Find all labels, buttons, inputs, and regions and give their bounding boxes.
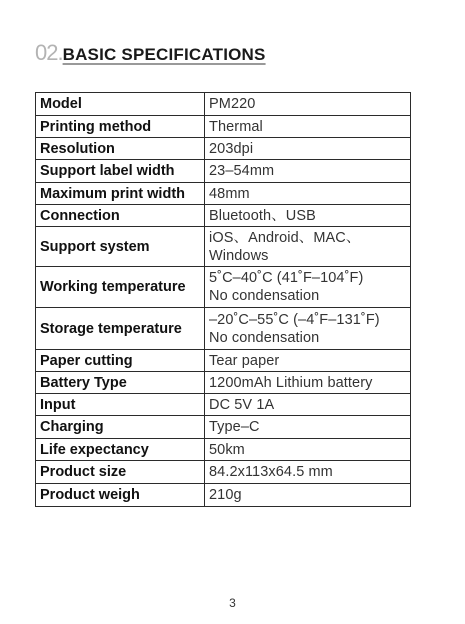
spec-label: Product size	[36, 461, 205, 484]
spec-row-support-system	[36, 227, 411, 267]
spec-label: Support system	[36, 227, 205, 267]
spec-value: Type–C	[205, 416, 411, 439]
spec-row-life-expectancy	[36, 439, 411, 461]
spec-row-input	[36, 394, 411, 416]
spec-label: Input	[36, 394, 205, 416]
spec-row-resolution	[36, 138, 411, 160]
spec-value: Tear paper	[205, 350, 411, 372]
spec-value: –20˚C–55˚C (–4˚F–131˚F) No condensation	[205, 308, 411, 350]
spec-row-battery-type	[36, 372, 411, 394]
section-title: BASIC SPECIFICATIONS	[62, 45, 266, 64]
spec-label: Storage temperature	[36, 308, 205, 350]
spec-row-model	[36, 93, 411, 116]
spec-value: DC 5V 1A	[205, 394, 411, 416]
spec-label: Product weigh	[36, 484, 205, 507]
spec-value: 210g	[205, 484, 411, 507]
spec-row-paper-cutting	[36, 350, 411, 372]
spec-label: Connection	[36, 205, 205, 227]
spec-label: Paper cutting	[36, 350, 205, 372]
spec-label: Charging	[36, 416, 205, 439]
spec-row-product-size	[36, 461, 411, 484]
page-number: 3	[229, 596, 236, 610]
spec-row-storage-temperature	[36, 308, 411, 350]
spec-value: 1200mAh Lithium battery	[205, 372, 411, 394]
spec-row-maximum-print-width	[36, 183, 411, 205]
spec-value: Bluetooth、USB	[205, 205, 411, 227]
specifications-table	[35, 92, 411, 507]
spec-label: Working temperature	[36, 267, 205, 308]
spec-value: iOS、Android、MAC、 Windows	[205, 227, 411, 267]
spec-value: 23–54mm	[205, 160, 411, 183]
spec-label: Printing method	[36, 116, 205, 138]
section-heading	[35, 40, 266, 66]
spec-row-printing-method	[36, 116, 411, 138]
spec-value: Thermal	[205, 116, 411, 138]
section-number: 02.	[35, 40, 63, 65]
spec-value: 50km	[205, 439, 411, 461]
spec-label: Maximum print width	[36, 183, 205, 205]
spec-row-charging	[36, 416, 411, 439]
spec-value: 203dpi	[205, 138, 411, 160]
spec-label: Support label width	[36, 160, 205, 183]
spec-value: 84.2x113x64.5 mm	[205, 461, 411, 484]
spec-value: PM220	[205, 93, 411, 116]
spec-row-working-temperature	[36, 267, 411, 308]
spec-value: 48mm	[205, 183, 411, 205]
spec-value: 5˚C–40˚C (41˚F–104˚F) No condensation	[205, 267, 411, 308]
spec-row-connection	[36, 205, 411, 227]
spec-label: Resolution	[36, 138, 205, 160]
spec-row-support-label-width	[36, 160, 411, 183]
spec-label: Battery Type	[36, 372, 205, 394]
spec-label: Model	[36, 93, 205, 116]
spec-label: Life expectancy	[36, 439, 205, 461]
spec-row-product-weigh	[36, 484, 411, 507]
